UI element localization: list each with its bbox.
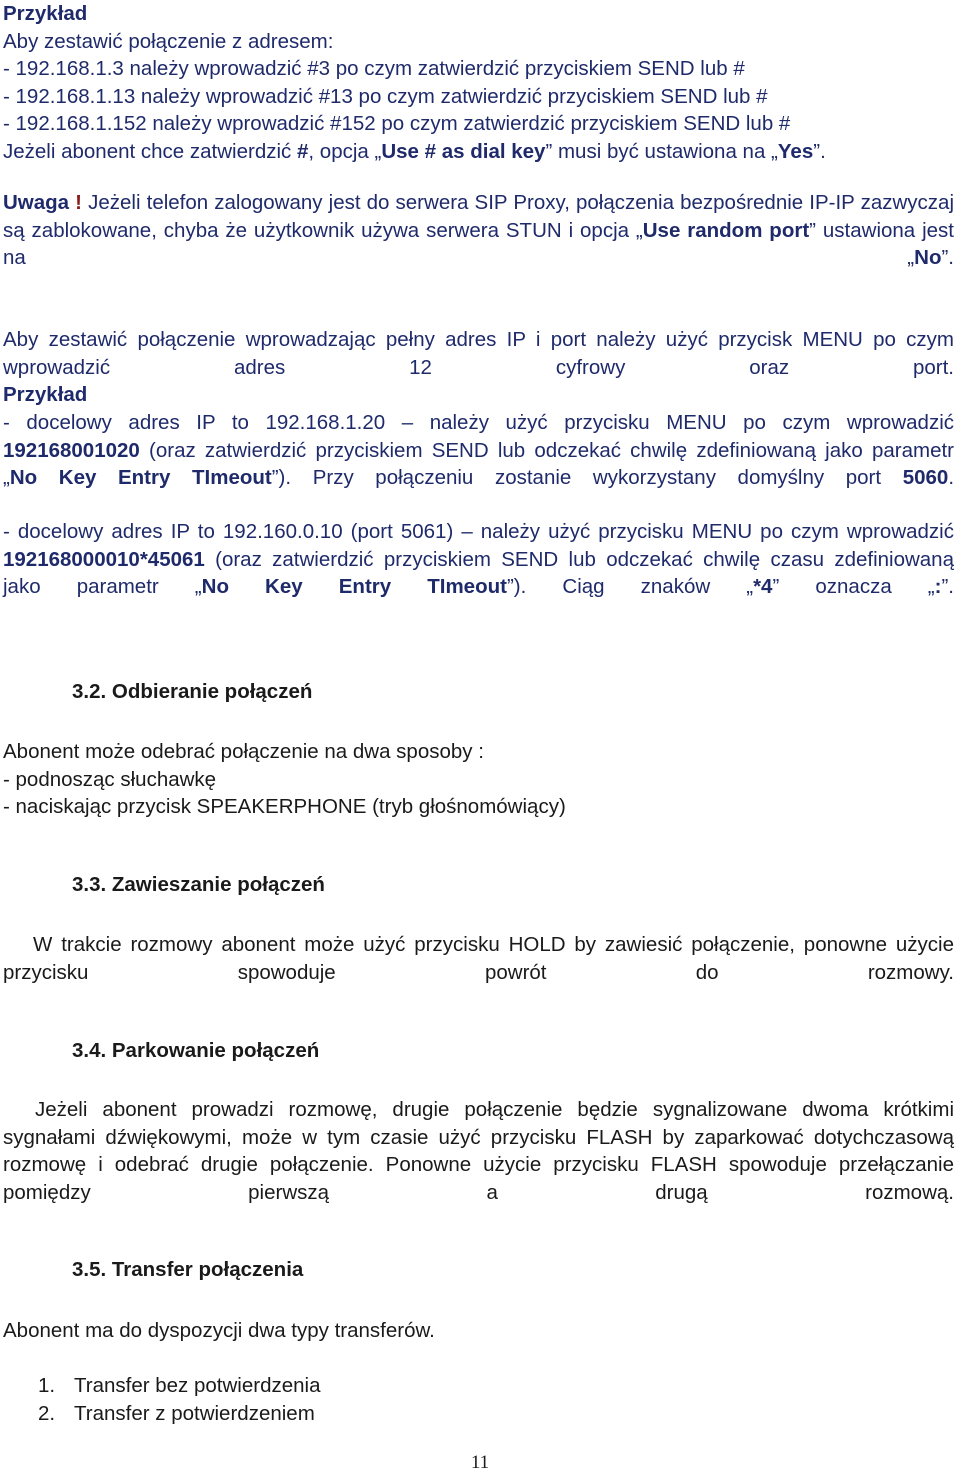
warning-paragraph	[3, 189, 954, 272]
example2-title: Przykład	[3, 383, 88, 406]
hash-note	[3, 138, 954, 166]
section-3-2-intro: Abonent może odebrać połączenie na dwa sposoby :	[3, 740, 484, 763]
address-line-1: - 192.168.1.3 należy wprowadzić #3 po czym zatwierdzić przyciskiem SEND lub #	[3, 57, 745, 80]
example-intro: Aby zestawić połączenie z adresem:	[3, 29, 334, 53]
example-text: - docelowy adres IP to 192.168.1.20 – należy użyć przycisku MENU po czym wprowadzić	[3, 411, 954, 434]
dial-string: 192168001020	[3, 438, 140, 462]
full-address-paragraph	[3, 326, 954, 381]
page-number: 11	[470, 1452, 490, 1473]
example-text: (oraz zatwierdzić przyciskiem SEND lub odczekać chwilę zdefiniowaną jako parametr „	[3, 438, 954, 489]
warning-value: No	[914, 246, 942, 269]
section-3-3-text: W trakcie rozmowy abonent może użyć przycisku HOLD by zawiesić połączenie, ponowne użycie przycisku spowoduje powrót do rozmowy.	[3, 933, 954, 984]
warning-option: Use random port	[642, 218, 810, 242]
option-name: Use # as dial key	[381, 139, 546, 163]
section-3-5-intro: Abonent ma do dyspozycji dwa typy transferów.	[3, 1319, 435, 1342]
section-3-4-body	[3, 1096, 954, 1206]
address-line-3: - 192.168.1.152 należy wprowadzić #152 po czym zatwierdzić przyciskiem SEND lub #	[3, 112, 791, 135]
address-line-2: - 192.168.1.13 należy wprowadzić #13 po czym zatwierdzić przyciskiem SEND lub #	[3, 84, 768, 108]
warning-text: ” ustawiona jest na „	[3, 218, 954, 269]
transfer-list	[38, 1372, 321, 1427]
list-item: - naciskając przycisk SPEAKERPHONE (tryb głośnomówiący)	[3, 795, 566, 818]
section-3-2-body	[3, 738, 954, 821]
warning-text: Jeżeli telefon zalogowany jest do serwera SIP Proxy, połączenia bezpośrednie IP-IP zazwyczaj są zablokowane, chyba że użytkownik używa serwera STUN i opcja „	[3, 191, 954, 242]
list-text: Transfer z potwierdzeniem	[74, 1401, 315, 1425]
hash-note-text: ” musi być ustawiona na „	[545, 139, 778, 163]
warning-text: ”.	[941, 246, 954, 269]
section-3-5-heading: 3.5. Transfer połączenia	[72, 1258, 304, 1281]
default-port: 5060	[902, 466, 949, 489]
example-item-1	[3, 409, 954, 492]
section-3-4-heading: 3.4. Parkowanie połączeń	[72, 1039, 320, 1062]
example-text: ”.	[941, 575, 954, 598]
hash-note-text: Jeżeli abonent chce zatwierdzić	[3, 139, 297, 163]
hash-note-text: ”.	[813, 139, 826, 163]
section-3-3-heading: 3.3. Zawieszanie połączeń	[72, 873, 325, 896]
list-text: Transfer bez potwierdzenia	[74, 1374, 321, 1397]
full-address-text: Aby zestawić połączenie wprowadzając pełny adres IP i port należy użyć przycisk MENU po czym wprowadzić adres 12 cyfrowy oraz port.	[3, 328, 954, 379]
example-text: .	[948, 466, 955, 489]
example-block	[3, 0, 954, 165]
hash-note-text: , opcja „	[308, 139, 382, 163]
parameter-name: No Key Entry TImeout	[201, 575, 507, 598]
example-title: Przykład	[3, 2, 88, 25]
section-3-4-text: Jeżeli abonent prowadzi rozmowę, drugie połączenie będzie sygnalizowane dwoma krótkimi sygnałami dźwiękowymi, może w tym czasie użyć przycisku FLASH by zaparkować dotychczasową rozmowę i odebrać drugie połączenie. Ponowne użycie przycisku FLASH spowoduje przełączanie pomiędzy pierwszą a drugą rozmową.	[3, 1098, 954, 1204]
dial-string: 192168000010*45061	[3, 547, 205, 571]
example-text: (oraz zatwierdzić przyciskiem SEND lub odczekać chwilę czasu zdefiniowaną jako parametr „	[3, 547, 954, 598]
colon-symbol: :	[934, 575, 942, 598]
list-item	[38, 1372, 321, 1400]
list-item	[38, 1400, 321, 1428]
section-3-2-heading: 3.2. Odbieranie połączeń	[72, 680, 313, 703]
hash-symbol: #	[297, 139, 309, 163]
list-item: - podnosząc słuchawkę	[3, 767, 217, 791]
char-sequence: *4	[753, 575, 773, 598]
section-3-3-body	[3, 931, 954, 986]
parameter-name: No Key Entry TImeout	[9, 466, 272, 489]
warning-exclamation: !	[69, 191, 83, 214]
example-text: - docelowy adres IP to 192.160.0.10 (port 5061) – należy użyć przycisku MENU po czym wprowadzić	[3, 520, 954, 543]
example-text: ”). Ciąg znaków „	[506, 575, 754, 598]
list-number: 1.	[38, 1374, 56, 1397]
list-number: 2.	[38, 1401, 56, 1425]
warning-label: Uwaga	[3, 191, 70, 214]
example-item-2	[3, 518, 954, 601]
option-value: Yes	[777, 139, 814, 163]
example-text: ” oznacza „	[772, 575, 935, 598]
example-text: ”). Przy połączeniu zostanie wykorzystany domyślny port	[271, 466, 903, 489]
